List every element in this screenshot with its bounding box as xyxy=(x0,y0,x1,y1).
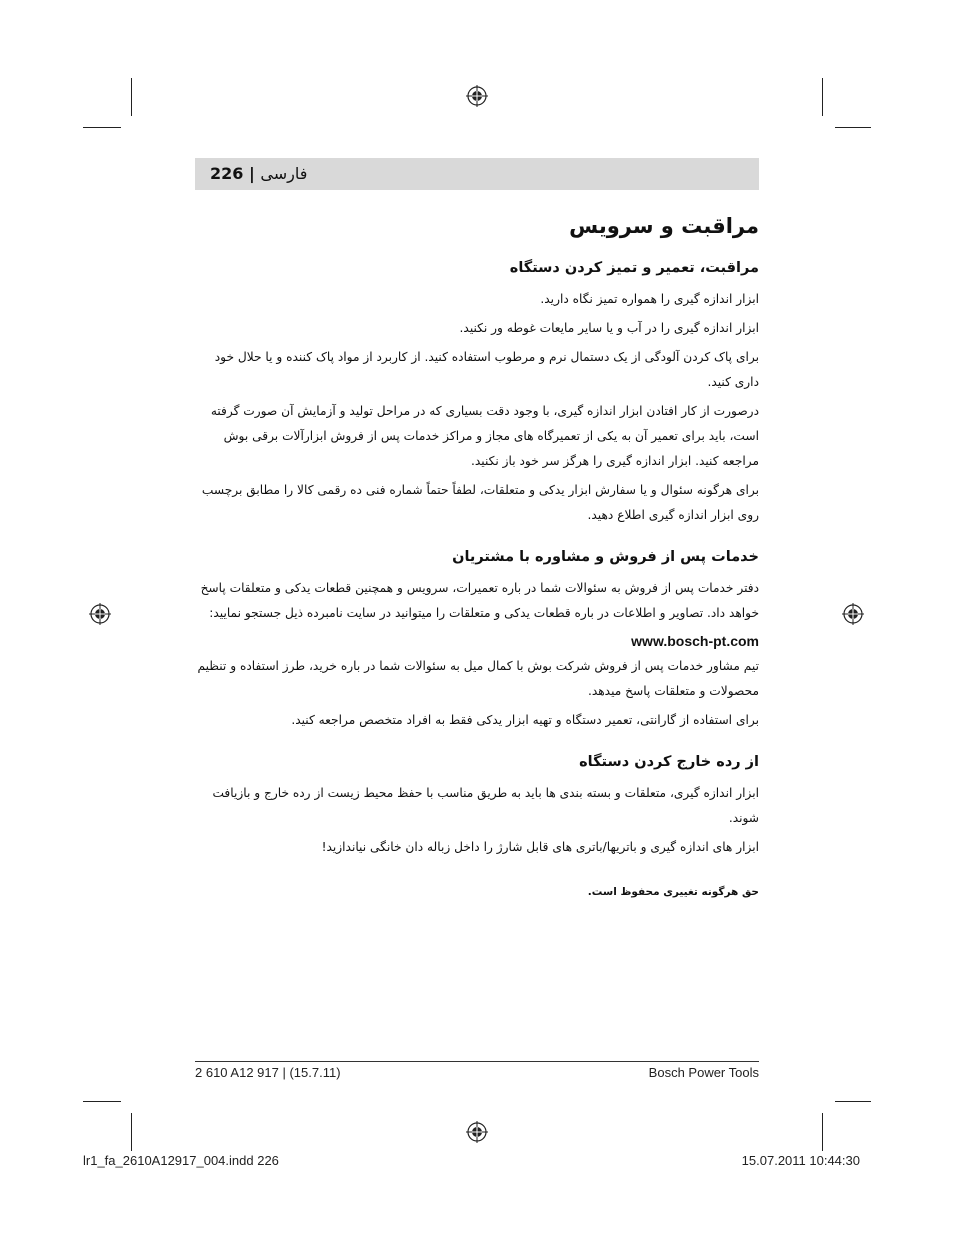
paragraph: تیم مشاور خدمات پس از فروش شرکت بوش با کمال میل به سئوالات شما در باره خرید، طرز استفاده و تنظیم محصولات و متعلقات پاسخ میدهد. xyxy=(197,659,759,698)
slug-datetime: 15.07.2011 10:44:30 xyxy=(741,1153,860,1168)
rights-note: حق هرگونه تغییری محفوظ است. xyxy=(587,886,759,898)
section-heading: مراقبت، تعمیر و تمیز کردن دستگاه xyxy=(509,260,759,276)
registration-mark-icon xyxy=(466,1121,488,1143)
crop-mark xyxy=(835,1101,871,1102)
section-service xyxy=(195,544,759,733)
registration-mark-icon xyxy=(89,603,111,625)
paragraph: ابزار اندازه گیری، متعلقات و بسته بندی ها باید به طریق مناسب با حفظ محیط زیست از رده خارج و بازیافت شوند. xyxy=(212,786,759,825)
section-heading: خدمات پس از فروش و مشاوره با مشتریان xyxy=(452,549,759,565)
document-number: 2 610 A12 917 | (15.7.11) xyxy=(195,1065,341,1080)
slug-filename: lr1_fa_2610A12917_004.indd 226 xyxy=(83,1153,279,1168)
page-title: مراقبت و سرویس xyxy=(569,214,759,238)
crop-mark xyxy=(822,1113,823,1151)
paragraph: برای استفاده از گارانتی، تعمیر دستگاه و تهیه ابزار یدکی فقط به افراد متخصص مراجعه کنید. xyxy=(291,713,759,727)
header-separator: | xyxy=(248,164,261,183)
crop-mark xyxy=(835,127,871,128)
paragraph: برای پاک کردن آلودگی از یک دستمال نرم و مرطوب استفاده کنید. از کاربرد از مواد پاک کننده و یا حلال خود داری کنید. xyxy=(214,350,759,389)
paragraph: برای هرگونه سئوال و یا سفارش ابزار یدکی و متعلقات، لطفاً حتماً شماره فنی ده رقمی کالا را مطابق برچسب روی ابزار اندازه گیری اطلاع دهید. xyxy=(201,483,759,522)
crop-mark xyxy=(131,78,132,116)
crop-mark xyxy=(131,1113,132,1151)
crop-mark xyxy=(83,1101,121,1102)
website-link[interactable]: www.bosch-pt.com xyxy=(631,633,759,649)
paragraph: ابزار های اندازه گیری و باتریها/باتری های قابل شارژ را داخل زباله دان خانگی نیاندازید! xyxy=(321,840,759,854)
header-language: فارسی xyxy=(260,164,308,183)
page-header xyxy=(210,164,307,183)
registration-mark-icon xyxy=(466,85,488,107)
page-number: 226 xyxy=(210,164,244,183)
crop-mark xyxy=(83,127,121,128)
footer-divider xyxy=(195,1061,759,1062)
paragraph: ابزار اندازه گیری را همواره تمیز نگاه دارید. xyxy=(540,292,759,306)
brand-name: Bosch Power Tools xyxy=(648,1065,759,1080)
paragraph: دفتر خدمات پس از فروش به سئوالات شما در باره تعمیرات، سرویس و همچنین قطعات یدکی و متعلقات پاسخ خواهد داد. تصاویر و اطلاعات در باره قطعات یدکی و متعلقات را میتوانید در سایت نامبرده ذیل جستجو نمایید: xyxy=(200,581,759,620)
section-care xyxy=(195,255,759,528)
crop-mark xyxy=(822,78,823,116)
main-content xyxy=(195,205,759,909)
paragraph: ابزار اندازه گیری را در آب و یا سایر مایعات غوطه ور نکنید. xyxy=(459,321,759,335)
registration-mark-icon xyxy=(842,603,864,625)
section-heading: از رده خارج کردن دستگاه xyxy=(579,754,759,770)
paragraph: درصورت از کار افتادن ابزار اندازه گیری، با وجود دقت بسیاری که در مراحل تولید و آزمایش آن صورت گرفته است، باید برای تعمیر آن به یکی از تعمیرگاه های مجاز و مراکز خدمات پس از فروش ابزارآلات برقی بوش مراجعه کنید. ابزار اندازه گیری را هرگز سر خود باز نکنید. xyxy=(210,404,759,468)
section-disposal xyxy=(195,749,759,860)
